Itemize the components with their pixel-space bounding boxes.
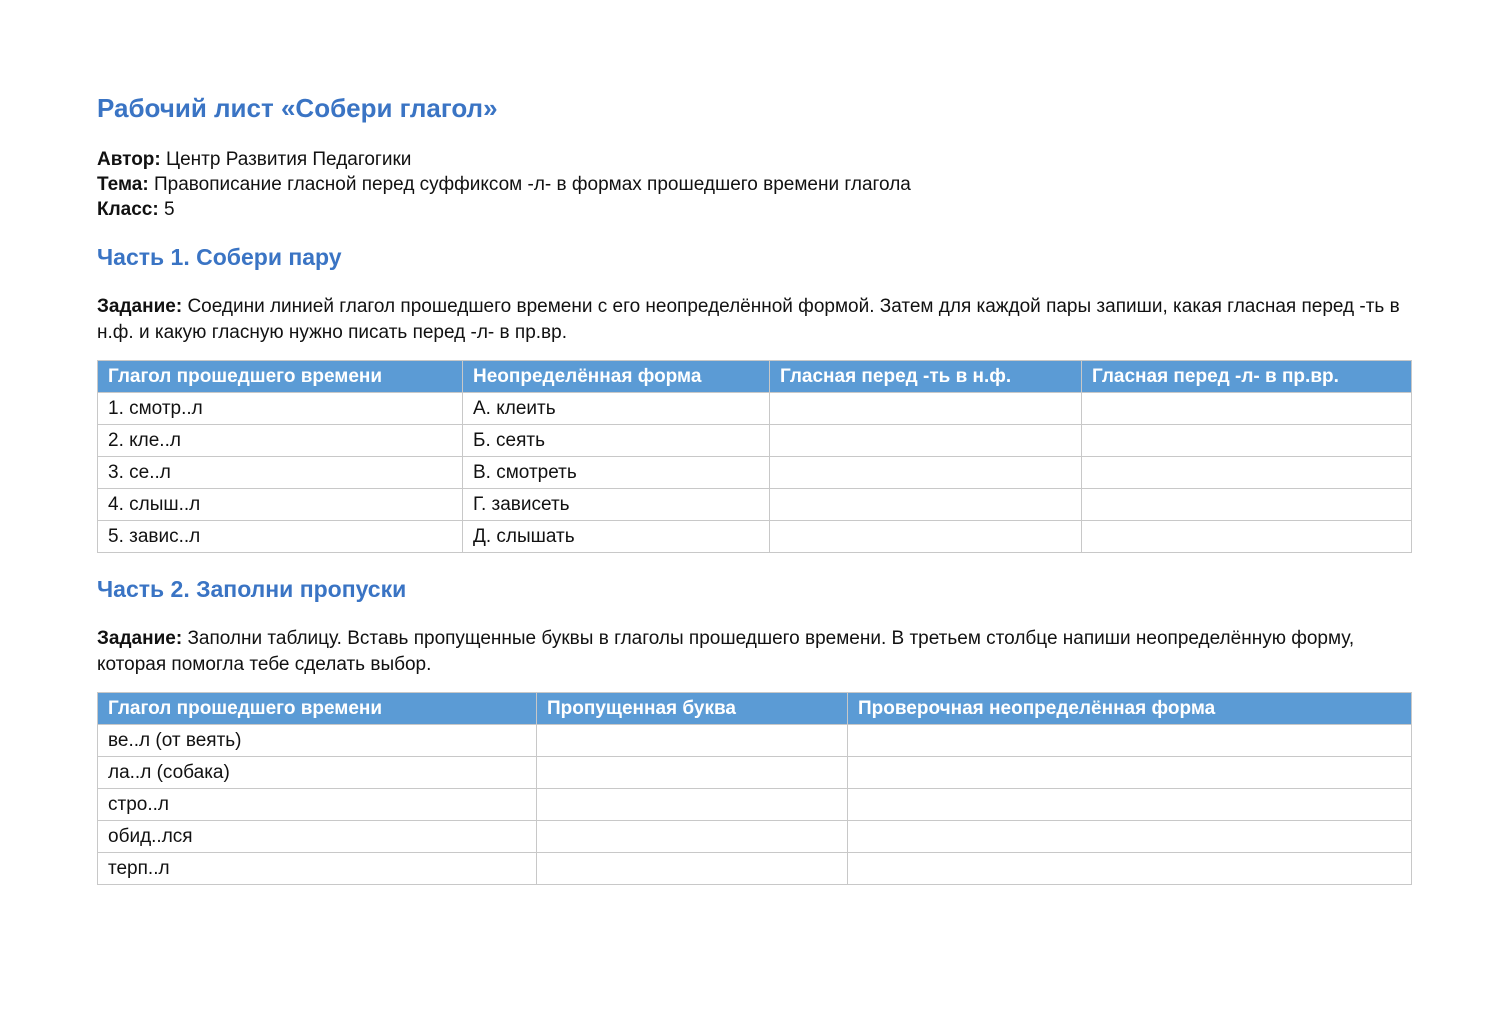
table-cell: 4. слыш..л [98,489,463,521]
answer-cell[interactable] [848,853,1412,885]
topic-line [97,172,911,197]
table-row [98,821,1412,853]
table-cell: Г. зависеть [463,489,770,521]
table-row [98,853,1412,885]
topic-label: Тема: [97,174,149,195]
answer-cell[interactable] [537,757,848,789]
answer-cell[interactable] [848,789,1412,821]
answer-cell[interactable] [848,821,1412,853]
part2-table [97,692,1412,885]
answer-cell[interactable] [848,757,1412,789]
table-header-row [98,693,1412,725]
worksheet-meta [97,147,911,222]
answer-cell[interactable] [537,821,848,853]
column-header: Неопределённая форма [463,361,770,393]
answer-cell[interactable] [770,457,1082,489]
table-row [98,757,1412,789]
table-cell: 2. кле..л [98,425,463,457]
author-line [97,147,911,172]
page-title: Рабочий лист «Собери глагол» [97,93,498,123]
column-header: Гласная перед -л- в пр.вр. [1082,361,1412,393]
table-header-row [98,361,1412,393]
answer-cell[interactable] [1082,521,1412,553]
table-row [98,425,1412,457]
table-row [98,393,1412,425]
part1-task [97,294,1411,346]
answer-cell[interactable] [1082,457,1412,489]
table-cell: ла..л (собака) [98,757,537,789]
part2-task [97,626,1411,678]
table-cell: 3. се..л [98,457,463,489]
table-cell: Д. слышать [463,521,770,553]
part1-task-text: Соедини линией глагол прошедшего времени с его неопределённой формой. Затем для каждой пары запиши, какая гласная перед -ть в н.ф. и какую гласную нужно писать перед -л- в пр.вр. [97,296,1400,343]
table-row [98,489,1412,521]
table-cell: терп..л [98,853,537,885]
column-header: Пропущенная буква [537,693,848,725]
table-cell: 1. смотр..л [98,393,463,425]
class-value: 5 [163,199,175,220]
part2-task-label: Задание: [97,628,183,649]
table-row [98,725,1412,757]
answer-cell[interactable] [848,725,1412,757]
answer-cell[interactable] [537,725,848,757]
table-cell: А. клеить [463,393,770,425]
class-label: Класс: [97,199,159,220]
answer-cell[interactable] [1082,489,1412,521]
column-header: Гласная перед -ть в н.ф. [770,361,1082,393]
answer-cell[interactable] [537,853,848,885]
answer-cell[interactable] [1082,393,1412,425]
table-row [98,789,1412,821]
answer-cell[interactable] [770,521,1082,553]
topic-value: Правописание гласной перед суффиксом -л- в формах прошедшего времени глагола [153,174,911,195]
table-cell: Б. сеять [463,425,770,457]
answer-cell[interactable] [770,393,1082,425]
answer-cell[interactable] [1082,425,1412,457]
part2-heading: Часть 2. Заполни пропуски [97,576,407,602]
answer-cell[interactable] [770,489,1082,521]
column-header: Проверочная неопределённая форма [848,693,1412,725]
table-cell: ве..л (от веять) [98,725,537,757]
author-label: Автор: [97,149,161,170]
part1-heading: Часть 1. Собери пару [97,244,342,270]
table-cell: обид..лся [98,821,537,853]
part2-task-text: Заполни таблицу. Вставь пропущенные буквы в глаголы прошедшего времени. В третьем столбце напиши неопределённую форму, которая помогла тебе сделать выбор. [97,628,1355,675]
column-header: Глагол прошедшего времени [98,693,537,725]
answer-cell[interactable] [537,789,848,821]
column-header: Глагол прошедшего времени [98,361,463,393]
part1-table [97,360,1412,553]
table-row [98,457,1412,489]
answer-cell[interactable] [770,425,1082,457]
table-cell: В. смотреть [463,457,770,489]
table-cell: стро..л [98,789,537,821]
table-cell: 5. завис..л [98,521,463,553]
part1-task-label: Задание: [97,296,183,317]
class-line [97,197,911,222]
table-row [98,521,1412,553]
author-value: Центр Развития Педагогики [166,149,412,170]
